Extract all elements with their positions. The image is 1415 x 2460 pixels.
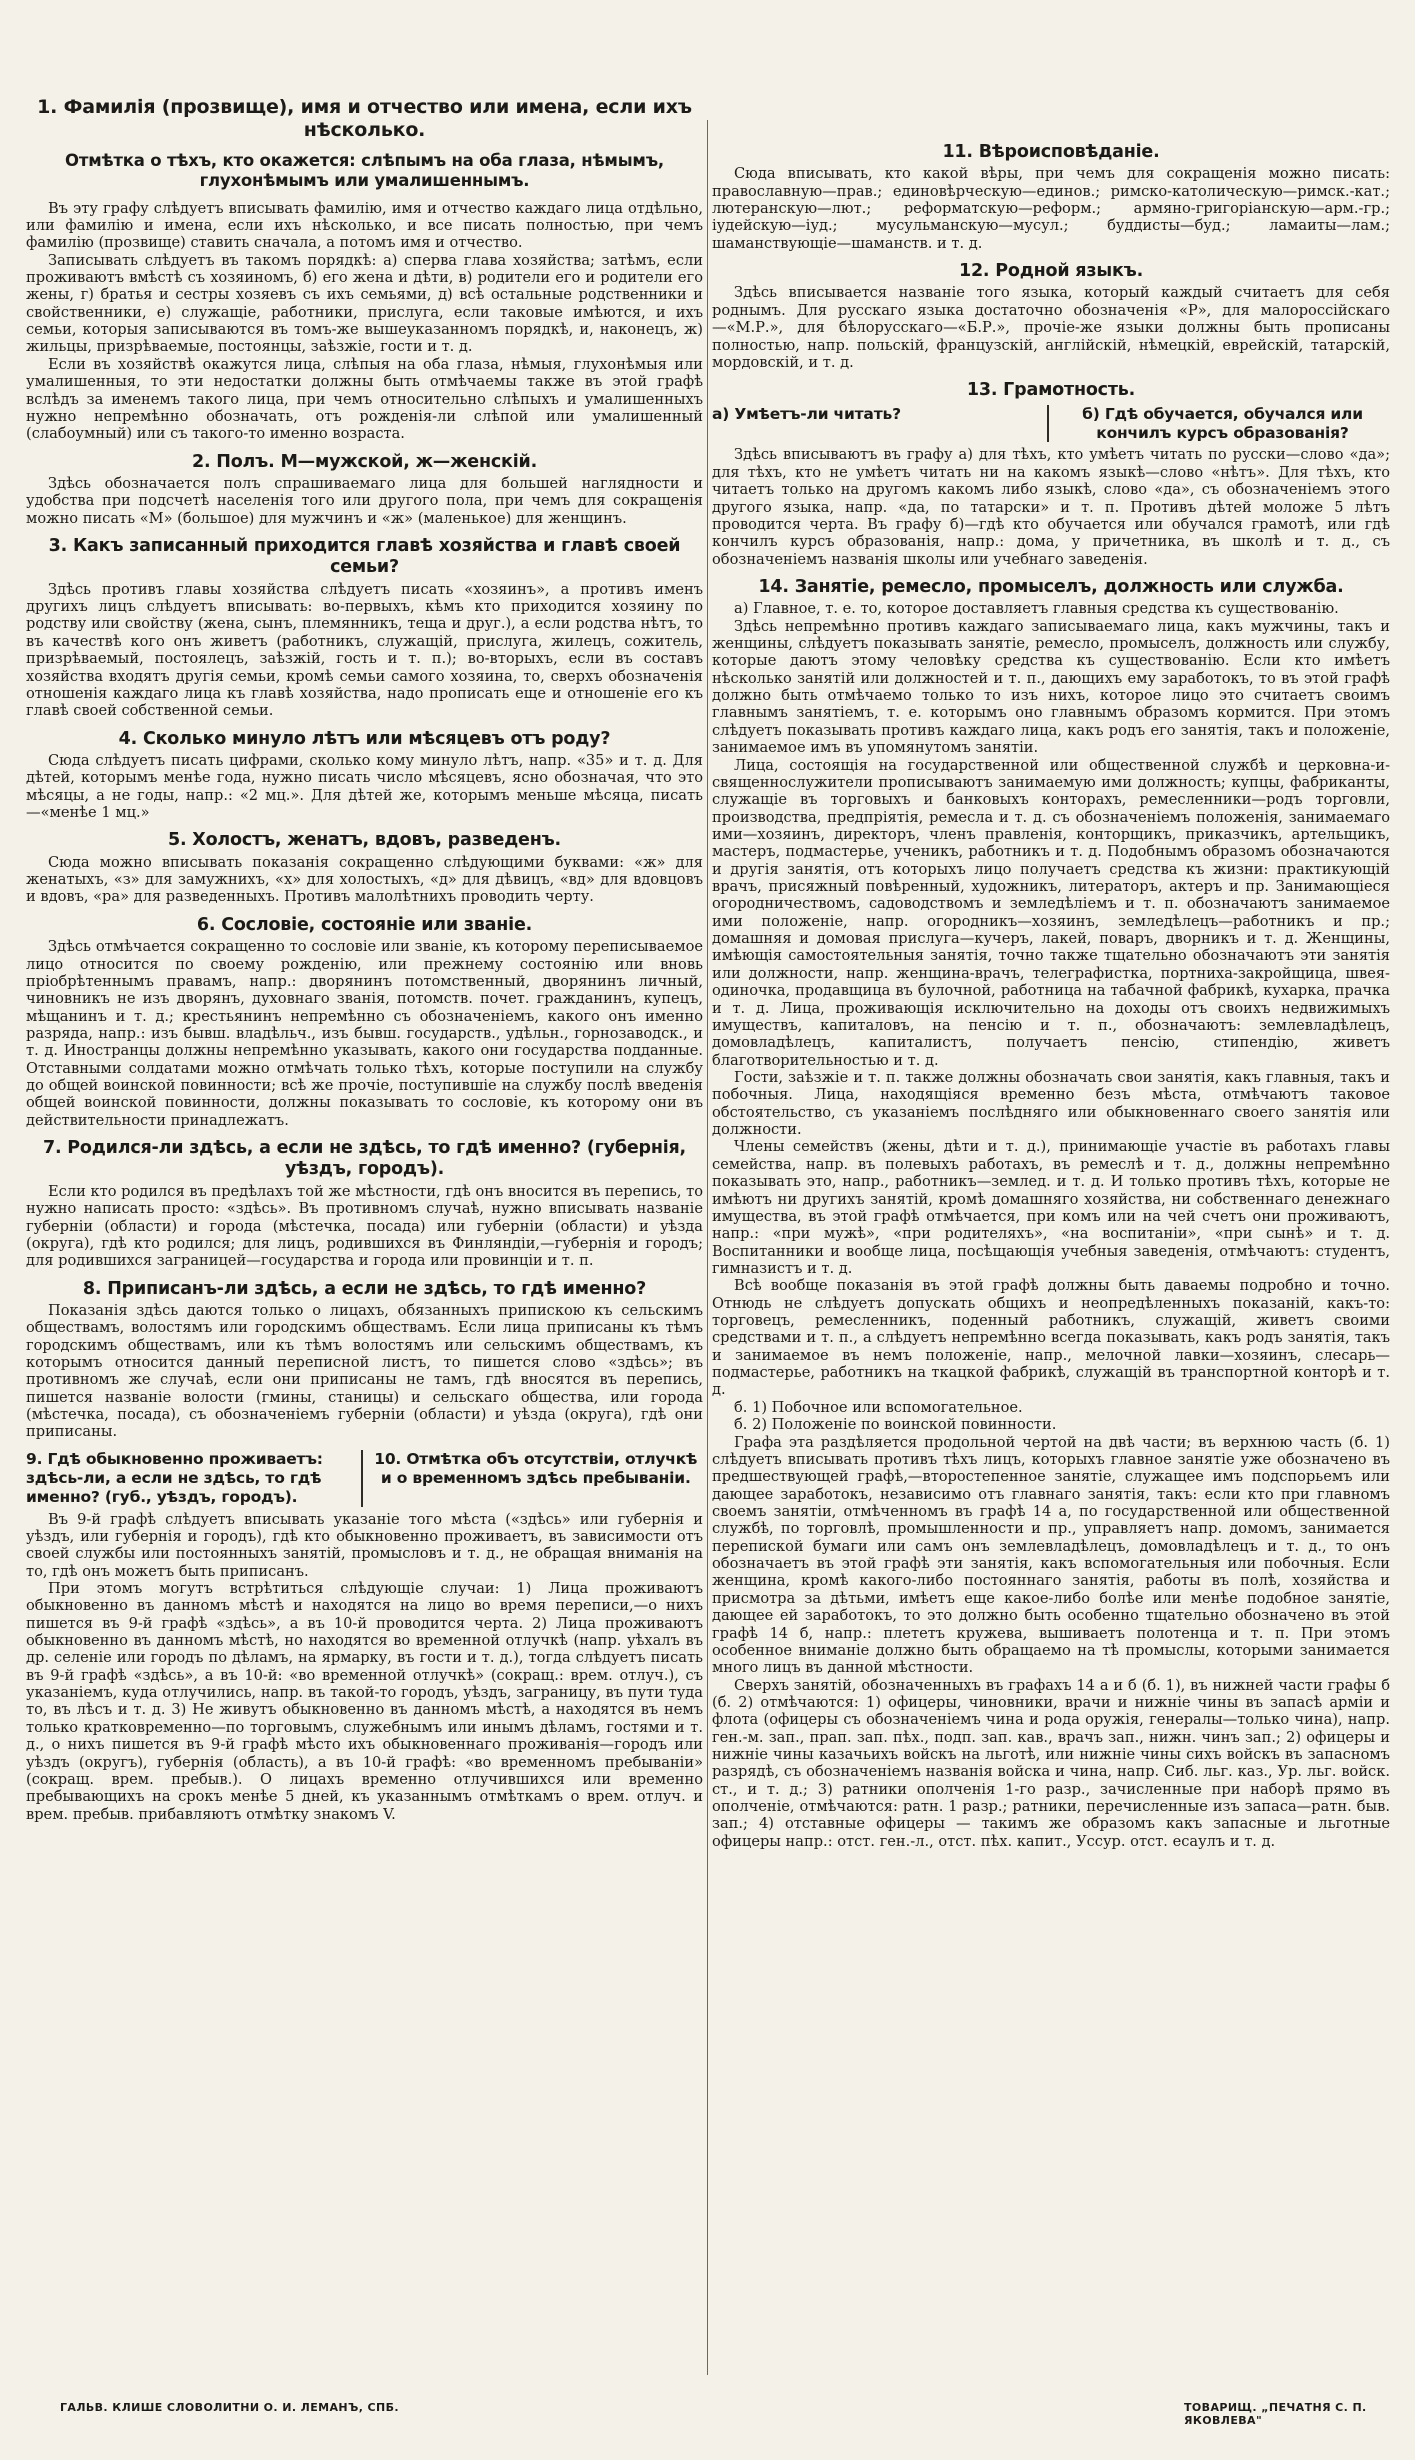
section-3-title: 3. Какъ записанный приходится главѣ хозяйства и главѣ своей семьи? bbox=[48, 536, 681, 578]
section-1-paragraph: Записывать слѣдуетъ въ такомъ порядкѣ: а) сперва глава хозяйства; затѣмъ, если проживаютъ вмѣстѣ съ хозяиномъ, б) его жена и дѣти, в) родители его и родители его жены, г) братья и сестры хозяевъ съ ихъ семьями, д) всѣ остальные родственники и свойственники, е) служащіе, работники, прислуга, если таковые имѣются, и ихъ семьи, которыя записываются въ томъ-же вышеуказанномъ порядкѣ, и, наконецъ, ж) жильцы, призрѣваемые, постоянцы, заѣзжіе, гости и т. д. bbox=[26, 251, 703, 356]
section-3-paragraph: Здѣсь противъ главы хозяйства слѣдуетъ писать «хозяинъ», а противъ именъ другихъ лицъ слѣдуетъ вписывать: во-первыхъ, кѣмъ кто приходится хозяину по родству или свойству (жена, сынъ, племянникъ, теща и друг.), а если родства нѣтъ, то въ качествѣ кого онъ живетъ (работникъ, служащій, прислуга, жилецъ, сожитель, призрѣваемый, постоялецъ, заѣзжій, гость и т. п.); во-вторыхъ, если въ составъ хозяйства входятъ другія семьи, кромѣ семьи самого хозяина, то, сверхъ обозначенія отношенія каждаго лица къ главѣ хозяйства, надо прописать еще и отношеніе его къ главѣ своей собственной семьи. bbox=[26, 580, 703, 720]
section-13-col-a bbox=[712, 405, 1047, 443]
section-8 bbox=[26, 1279, 703, 1441]
section-14-paragraph: Сверхъ занятій, обозначенныхъ въ графахъ 14 а и б (б. 1), въ нижней части графы б (б. 2) отмѣчаются: 1) офицеры, чиновники, врачи и нижніе чины въ запасѣ арміи и флота (офицеры съ обозначеніемъ чина и рода оружія, генералы—только чина), напр. ген.-м. зап., прап. зап. пѣх., подп. зап. кав., врачъ зап., нижн. чинъ зап.; 2) офицеры и нижніе чины казачьихъ войскъ на льготѣ, или нижніе чины сихъ войскъ въ запасномъ разрядѣ, съ обозначеніемъ названія войска и чина, напр. Сиб. льг. каз., Ур. льг. войск. ст., и т. д.; 3) ратники ополченія 1-го разр., зачисленные при наборѣ прямо въ ополченіе, отмѣчаются: ратн. 1 разр.; ратники, перечисленные изъ запаса—ратн. быв. зап.; 4) отставные офицеры — такимъ же образомъ какъ запасные и льготные офицеры напр.: отст. ген.-л., отст. пѣх. капит., Уссур. отст. есаулъ и т. д. bbox=[712, 1676, 1390, 1850]
section-13-col-a-title: а) Умѣетъ-ли читать? bbox=[712, 404, 901, 423]
section-14-paragraph: Здѣсь непремѣнно противъ каждаго записываемаго лица, какъ мужчины, такъ и женщины, слѣдуетъ показывать занятіе, ремесло, промыселъ, должность или службу, которые даютъ этому человѣку средства къ существованію. Если кто имѣетъ нѣсколько занятій или должностей и т. п., дающихъ ему заработокъ, то въ этой графѣ должно быть отмѣчаемо только то изъ нихъ, которое лицо это считаетъ своимъ главнымъ занятіемъ, т. е. которымъ оно главнымъ образомъ кормится. При этомъ слѣдуетъ показывать противъ каждаго лица, какъ родъ его занятія, такъ и положеніе, занимаемое имъ въ упомянутомъ занятіи. bbox=[712, 617, 1390, 757]
section-13-col-b-title: б) Гдѣ обучается, обучался или кончилъ курсъ образованія? bbox=[1082, 404, 1363, 442]
section-9-title: 9. Гдѣ обыкновенно проживаетъ: здѣсь-ли, а если не здѣсь, то гдѣ именно? (губ., уѣздъ, городъ). bbox=[26, 1449, 323, 1506]
section-1-paragraph: Въ эту графу слѣдуетъ вписывать фамилію, имя и отчество каждаго лица отдѣльно, или фамилію и имена, если ихъ нѣсколько, и все писать полностью, при чемъ фамилію (прозвище) ставить сначала, а потомъ имя и отчество. bbox=[26, 199, 703, 252]
section-7-paragraph: Если кто родился въ предѣлахъ той же мѣстности, гдѣ онъ вносится въ перепись, то нужно написать просто: «здѣсь». Въ противномъ случаѣ, нужно вписывать названіе губерніи (области) и города (мѣстечка, посада) или губерніи (области) и уѣзда (округа), гдѣ кто родился; для лицъ, родившихся въ Финляндіи,—губернія и городъ; для родившихся заграницей—государства и города или провинціи и т. п. bbox=[26, 1182, 703, 1270]
section-1-title: 1. Фамилія (прозвище), имя и отчество или имена, если ихъ нѣсколько. bbox=[37, 96, 692, 142]
section-7 bbox=[26, 1138, 703, 1269]
footer-printer-left: ГАЛЬВ. КЛИШЕ СЛОВОЛИТНИ О. И. ЛЕМАНЪ, СПБ. bbox=[60, 2401, 399, 2414]
section-9-paragraph: Въ 9-й графѣ слѣдуетъ вписывать указаніе того мѣста («здѣсь» или губернія и уѣздъ, или губернія и городъ), гдѣ кто обыкновенно проживаетъ, въ зависимости отъ своей службы или постоянныхъ занятій, промысловъ и т. д., не обращая вниманія на то, гдѣ онъ можетъ быть приписанъ. bbox=[26, 1510, 703, 1580]
section-2-paragraph: Здѣсь обозначается полъ спрашиваемаго лица для большей наглядности и удобства при подсчетѣ населенія того или другого пола, при чемъ для сокращенія можно писать «М» (большое) для мужчинъ и «ж» (маленькое) для женщинъ. bbox=[26, 474, 703, 527]
section-14-title: 14. Занятіе, ремесло, промыселъ, должность или служба. bbox=[758, 576, 1344, 597]
section-4 bbox=[26, 729, 703, 822]
section-6-title: 6. Сословіе, состояніе или званіе. bbox=[196, 914, 533, 935]
section-8-paragraph: Показанія здѣсь даются только о лицахъ, обязанныхъ припискою къ сельскимъ обществамъ, волостямъ или городскимъ обществамъ. Если лица приписаны къ тѣмъ городскимъ обществамъ, или къ тѣмъ волостямъ или сельскимъ обществамъ, къ которымъ относится данный переписной листъ, то пишется слово «здѣсь»; въ противномъ же случаѣ, если они приписаны не тамъ, гдѣ вносятся въ перепись, пишется названіе волости (гмины, станицы) и сельскаго общества, или города (мѣстечка, посада), съ обозначеніемъ губерніи (области) и уѣзда (округа), гдѣ они приписаны. bbox=[26, 1301, 703, 1441]
section-13-title: 13. Грамотность. bbox=[966, 380, 1136, 401]
section-5-paragraph: Сюда можно вписывать показанія сокращенно слѣдующими буквами: «ж» для женатыхъ, «з» для замужнихъ, «х» для холостыхъ, «д» для дѣвицъ, «вд» для вдовцовъ и вдовъ, «ра» для разведенныхъ. Противъ малолѣтнихъ проводить черту. bbox=[26, 853, 703, 906]
section-9-paragraph: При этомъ могутъ встрѣтиться слѣдующіе случаи: 1) Лица проживаютъ обыкновенно въ данномъ мѣстѣ и находятся на лицо во время переписи,—о нихъ пишется въ 9-й графѣ «здѣсь», а въ 10-й проводится черта. 2) Лица проживаютъ обыкновенно въ данномъ мѣстѣ, но находятся во временной отлучкѣ (напр. уѣхалъ въ др. селеніе или городъ по дѣламъ, на ярмарку, въ гости и т. д.), тогда слѣдуетъ писать въ 9-й графѣ «здѣсь», а въ 10-й: «во временной отлучкѣ» (сокращ.: врем. отлуч.), съ указаніемъ, куда отлучились, напр. въ такой-то городъ, уѣздъ, заграницу, въ пути туда то, въ лѣсъ и т. д. 3) Не живутъ обыкновенно въ данномъ мѣстѣ, а находятся въ немъ только кратковременно—по торговымъ, служебнымъ или инымъ дѣламъ, гостями и т. д., о нихъ пишется въ 9-й графѣ мѣсто ихъ обыкновеннаго проживанія—городъ или уѣздъ (округъ), губернія (область), а въ 10-й графѣ: «во временномъ пребываніи» (сокращ. врем. пребыв.). О лицахъ временно отлучившихся или временно пребывающихъ на срокъ менѣе 5 дней, къ указаннымъ отмѣткамъ о врем. отлуч. и врем. пребыв. прибавляютъ отмѣтку знакомъ V. bbox=[26, 1579, 703, 1823]
section-4-title: 4. Сколько минуло лѣтъ или мѣсяцевъ отъ роду? bbox=[118, 728, 611, 749]
section-12 bbox=[712, 261, 1390, 371]
left-column bbox=[26, 96, 703, 1823]
section-1-paragraph: Если въ хозяйствѣ окажутся лица, слѣпыя на оба глаза, нѣмыя, глухонѣмыя или умалишенныя, то эти недостатки должны быть отмѣчаемы также въ этой графѣ вслѣдъ за именемъ такого лица, при чемъ относительно слѣпыхъ и умалишенныхъ нужно непремѣнно обозначать, отъ рожденія-ли слѣпой или умалишенный (слабоумный) или съ такого-то именно возраста. bbox=[26, 355, 703, 443]
section-13-columns bbox=[712, 405, 1390, 443]
footer-printer-right: ТОВАРИЩ. „ПЕЧАТНЯ С. П. ЯКОВЛЕВА" bbox=[1184, 2401, 1367, 2427]
section-5 bbox=[26, 830, 703, 905]
section-10-title: 10. Отмѣтка объ отсутствіи, отлучкѣ и о временномъ здѣсь пребываніи. bbox=[374, 1449, 698, 1487]
section-14-paragraph: Графа эта раздѣляется продольной чертой на двѣ части; въ верхнюю часть (б. 1) слѣдуетъ вписывать противъ тѣхъ лицъ, которыхъ главное занятіе уже обозначено въ предшествующей графѣ,—второстепенное занятіе, служащее имъ подспорьемъ или дающее заработокъ, независимо отъ главнаго занятія, такъ: если кто при главномъ своемъ занятіи, отмѣченномъ въ графѣ 14 а, по государственной или общественной службѣ, по торговлѣ, промышленности и пр., управляетъ напр. домомъ, занимается перепиской бумаги или самъ онъ землевладѣлецъ, домовладѣлецъ и т. д., то онъ обозначаетъ въ этой графѣ эти занятія, какъ вспомогательныя или побочныя. Если женщина, кромѣ какого-либо постояннаго занятія, работы въ полѣ, хозяйства и присмотра за дѣтьми, имѣетъ еще какое-либо болѣе или менѣе подобное занятіе, дающее ей заработокъ, то это должно быть особенно тщательно обозначено въ этой графѣ 14 б, напр.: плететъ кружева, вышиваетъ полотенца и т. п. При этомъ особенное вниманіе должно быть обращаемо на тѣ промыслы, которыми занимается много лицъ въ данной мѣстности. bbox=[712, 1433, 1390, 1677]
section-2 bbox=[26, 452, 703, 527]
section-2-title: 2. Полъ. М—мужской, ж—женскій. bbox=[191, 451, 538, 472]
section-6 bbox=[26, 915, 703, 1129]
section-14-paragraph: а) Главное, т. е. то, которое доставляетъ главныя средства къ существованію. bbox=[734, 600, 1339, 618]
section-9 bbox=[26, 1511, 703, 1823]
right-column bbox=[712, 138, 1390, 1850]
section-12-title: 12. Родной языкъ. bbox=[958, 261, 1144, 282]
section-11-title: 11. Вѣроисповѣданіе. bbox=[942, 142, 1160, 162]
section-14 bbox=[712, 577, 1390, 1850]
section-8-title: 8. Приписанъ-ли здѣсь, а если не здѣсь, то гдѣ именно? bbox=[82, 1278, 647, 1299]
section-14-paragraph: б. 2) Положеніе по воинской повинности. bbox=[734, 1416, 1057, 1434]
section-14-paragraph: б. 1) Побочное или вспомогательное. bbox=[734, 1398, 1023, 1416]
section-12-paragraph: Здѣсь вписывается названіе того языка, который каждый считаетъ для себя роднымъ. Для русскаго языка достаточно обозначенія «Р», для малороссійскаго—«М.Р.», для бѣлорусскаго—«Б.Р.», прочіе-же языки должны быть прописаны полностью, напр. польскій, французскій, англійскій, нѣмецкій, еврейскій, татарскій, мордовскій, и т. д. bbox=[712, 284, 1390, 371]
section-14-paragraph: Гости, заѣзжіе и т. п. также должны обозначать свои занятія, какъ главныя, такъ и побочныя. Лица, находящіяся временно безъ мѣста, отмѣчаютъ таковое обстоятельство, съ указаніемъ послѣдняго или обыкновеннаго своего занятія или должности. bbox=[712, 1069, 1390, 1139]
section-6-paragraph: Здѣсь отмѣчается сокращенно то сословіе или званіе, къ которому переписываемое лицо относится по своему рожденію, или прежнему состоянію или вновь пріобрѣтеннымъ правамъ, напр.: дворянинъ потомственный, дворянинъ личный, чиновникъ не изъ дворянъ, духовнаго званія, потомств. почет. гражданинъ, купецъ, мѣщанинъ и т. д.; крестьянинъ непремѣнно съ обозначеніемъ, какого онъ именно разряда, напр.: изъ бывш. владѣльч., изъ бывш. государств., удѣльн., горнозаводск., и т. д. Иностранцы должны непремѣнно указывать, какого они государства подданные. Отставными солдатами можно отмѣчать только тѣхъ, которые поступили на службу до общей воинской повинности; всѣ же прочіе, поступившіе на службу послѣ введенія общей воинской повинности, должны показывать то сословіе, къ которому они въ действительности принадлежатъ. bbox=[26, 938, 703, 1129]
section-13-paragraph: Здѣсь вписываютъ въ графу а) для тѣхъ, кто умѣетъ читать по русски—слово «да»; для тѣхъ, кто не умѣетъ читать ни на какомъ языкѣ—слово «нѣтъ». Для тѣхъ, кто читаетъ только на другомъ какомъ либо языкѣ, слово «да», съ обозначеніемъ этого другого языка, напр. «да, по татарски» и т. п. Противъ дѣтей моложе 5 лѣтъ проводится черта. Въ графу б)—гдѣ кто обучается или обучался грамотѣ, или гдѣ кончилъ курсъ образованія, напр.: дома, у причетника, въ школѣ и т. д., съ обозначеніемъ названія школы или учебнаго заведенія. bbox=[712, 446, 1390, 568]
section-11-paragraph: Сюда вписывать, кто какой вѣры, при чемъ для сокращенія можно писать: православную—прав.; единовѣрческую—единов.; римско-католическую—римск.-кат.; лютеранскую—лют.; реформатскую—реформ.; армяно-григоріанскую—арм.-гр.; іудейскую—іуд.; мусульманскую—мусул.; буддисты—буд.; ламаиты—лам.; шаманствующіе—шаманств. и т. д. bbox=[712, 165, 1390, 252]
section-13 bbox=[712, 380, 1390, 568]
column-divider bbox=[707, 120, 708, 2375]
section-10-title-cell bbox=[361, 1450, 704, 1507]
section-9-10-header bbox=[26, 1450, 703, 1507]
section-7-title: 7. Родился-ли здѣсь, а если не здѣсь, то гдѣ именно? (губернія, уѣздъ, городъ). bbox=[42, 1138, 687, 1180]
section-14-paragraph: Члены семействъ (жены, дѣти и т. д.), принимающіе участіе въ работахъ главы семейства, напр. въ полевыхъ работахъ, въ ремеслѣ и т. д., должны непремѣнно показывать это, напр., работникъ—землед. и т. д. И только противъ тѣхъ, которые не имѣютъ ни другихъ занятій, кромѣ домашняго хозяйства, ни собственнаго денежнаго имущества, въ этой графѣ отмѣчается, при комъ или на чей счетъ они проживаютъ, напр.: «при мужѣ», «при родителяхъ», «на воспитаніи», «при сынѣ» и т. д. Воспитанники и вообще лица, посѣщающія учебныя заведенія, отмѣчаютъ: студентъ, гимназистъ и т. д. bbox=[712, 1138, 1390, 1277]
section-9-title-cell bbox=[26, 1450, 361, 1507]
section-1-subtitle: Отмѣтка о тѣхъ, кто окажется: слѣпымъ на оба глаза, нѣмымъ, глухонѣмымъ или умалишеннымъ. bbox=[65, 151, 664, 191]
section-3 bbox=[26, 536, 703, 720]
section-11 bbox=[712, 142, 1390, 252]
section-1 bbox=[26, 96, 703, 443]
section-5-title: 5. Холостъ, женатъ, вдовъ, разведенъ. bbox=[167, 830, 562, 851]
section-4-paragraph: Сюда слѣдуетъ писать цифрами, сколько кому минуло лѣтъ, напр. «35» и т. д. Для дѣтей, которымъ менѣе года, нужно писать число мѣсяцевъ, ясно обозначая, что это мѣсяцы, а не годы, напр.: «2 мц.». Для дѣтей же, которымъ меньше мѣсяца, писать—«менѣе 1 мц.» bbox=[26, 751, 703, 822]
section-13-col-b bbox=[1047, 405, 1390, 443]
section-14-paragraph: Лица, состоящія на государственной или общественной службѣ и церковна-и-священнослужители прописываютъ занимаемую ими должность; купцы, фабриканты, служащіе въ торговыхъ и банковыхъ конторахъ, ремесленники—родъ торговли, производства, предпріятія, ремесла и т. д. съ обозначеніемъ положенія, занимаемаго ими—хозяинъ, директоръ, членъ правленія, конторщикъ, приказчикъ, артельщикъ, мастеръ, подмастерье, ученикъ, работникъ и т. д. Подобнымъ образомъ обозначаются и другія занятія, отъ которыхъ лицо получаетъ средства къ жизни: практикующій врачъ, присяжный повѣренный, художникъ, литераторъ, актеръ и пр. Занимающіеся огородничествомъ, садоводствомъ и земледѣліемъ и т. п. обозначаютъ занимаемое ими положеніе, напр. огородникъ—хозяинъ, земледѣлецъ—работникъ и пр.; домашняя и домовая прислуга—кучеръ, лакей, поваръ, дворникъ и т. д. Женщины, имѣющія самостоятельныя занятія, точно также тщательно обозначаютъ эти занятія или должности, напр. женщина-врачъ, телеграфистка, портниха-закройщица, швея-одиночка, продавщица въ булочной, работница на табачной фабрикѣ, кухарка, прачка и т. д. Лица, проживающія исключительно на доходы отъ своихъ недвижимыхъ имуществъ, капиталовъ, на пенсію и т. п., обозначаютъ: землевладѣлецъ, домовладѣлецъ, капиталистъ, получаетъ пенсію, стипендію, живетъ благотворительностью и т. д. bbox=[712, 756, 1390, 1069]
section-14-paragraph: Всѣ вообще показанія въ этой графѣ должны быть даваемы подробно и точно. Отнюдь не слѣдуетъ допускать общихъ и неопредѣленныхъ показаній, какъ-то: торговецъ, ремесленникъ, поденный работникъ, служащій, живетъ своими средствами и т. п., а слѣдуетъ непремѣнно всегда показывать, какъ родъ занятія, такъ и занимаемое въ немъ положеніе, напр., мелочной лавки—хозяинъ, слесарь—подмастерье, работникъ на ткацкой фабрикѣ, служащій въ транспортной конторѣ и т. д. bbox=[712, 1277, 1390, 1399]
